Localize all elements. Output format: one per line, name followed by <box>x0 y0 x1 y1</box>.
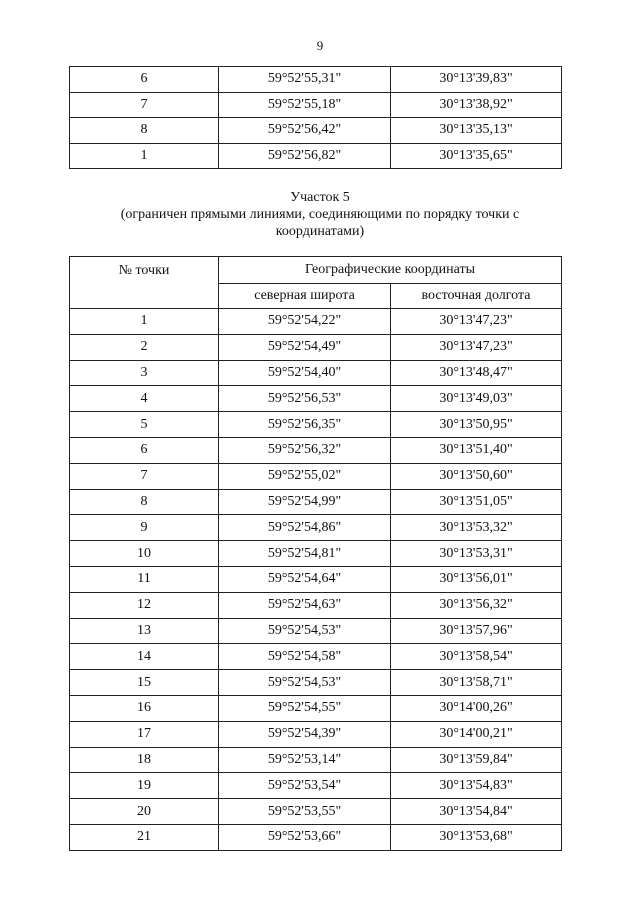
latitude-cell: 59°52'54,55" <box>219 695 391 721</box>
longitude-cell: 30°13'35,65" <box>391 143 562 169</box>
point-number-cell: 20 <box>70 799 219 825</box>
latitude-cell: 59°52'55,31" <box>219 67 391 93</box>
table-row <box>70 489 562 515</box>
longitude-cell: 30°13'59,84" <box>391 747 562 773</box>
table-row <box>70 618 562 644</box>
point-number-cell: 17 <box>70 721 219 747</box>
point-number-cell: 14 <box>70 644 219 670</box>
longitude-cell: 30°13'54,83" <box>391 773 562 799</box>
table-row <box>70 566 562 592</box>
top-table-body <box>70 67 562 169</box>
latitude-cell: 59°52'54,40" <box>219 360 391 386</box>
table-row <box>70 334 562 360</box>
table-row <box>70 92 562 118</box>
longitude-cell: 30°13'51,40" <box>391 437 562 463</box>
longitude-cell: 30°13'56,01" <box>391 566 562 592</box>
table-row <box>70 695 562 721</box>
longitude-cell: 30°13'58,54" <box>391 644 562 670</box>
point-number-cell: 16 <box>70 695 219 721</box>
longitude-cell: 30°13'38,92" <box>391 92 562 118</box>
longitude-cell: 30°13'47,23" <box>391 309 562 335</box>
latitude-cell: 59°52'56,32" <box>219 437 391 463</box>
table-row <box>70 437 562 463</box>
longitude-cell: 30°13'35,13" <box>391 118 562 144</box>
table-row <box>70 360 562 386</box>
point-number-cell: 1 <box>70 309 219 335</box>
point-number-cell: 6 <box>70 437 219 463</box>
point-number-cell: 2 <box>70 334 219 360</box>
table-row <box>70 412 562 438</box>
page-number: 9 <box>316 38 324 53</box>
table-row <box>70 592 562 618</box>
longitude-cell: 30°13'53,32" <box>391 515 562 541</box>
longitude-cell: 30°13'56,32" <box>391 592 562 618</box>
point-number-cell: 18 <box>70 747 219 773</box>
table-row <box>70 386 562 412</box>
longitude-cell: 30°13'47,23" <box>391 334 562 360</box>
latitude-cell: 59°52'54,39" <box>219 721 391 747</box>
longitude-cell: 30°13'48,47" <box>391 360 562 386</box>
longitude-cell: 30°14'00,21" <box>391 721 562 747</box>
latitude-cell: 59°52'56,53" <box>219 386 391 412</box>
point-number-cell: 6 <box>70 67 219 93</box>
latitude-cell: 59°52'54,49" <box>219 334 391 360</box>
point-number-cell: 11 <box>70 566 219 592</box>
longitude-cell: 30°13'39,83" <box>391 67 562 93</box>
table-row <box>70 309 562 335</box>
point-number-cell: 19 <box>70 773 219 799</box>
section-title: Участок 5 <box>290 190 350 205</box>
table-row <box>70 773 562 799</box>
header-point-number: № точки <box>70 257 219 309</box>
latitude-cell: 59°52'54,63" <box>219 592 391 618</box>
longitude-cell: 30°13'49,03" <box>391 386 562 412</box>
latitude-cell: 59°52'54,58" <box>219 644 391 670</box>
point-number-cell: 12 <box>70 592 219 618</box>
point-number-cell: 8 <box>70 489 219 515</box>
main-table-body <box>70 309 562 851</box>
latitude-cell: 59°52'54,99" <box>219 489 391 515</box>
latitude-cell: 59°52'54,22" <box>219 309 391 335</box>
point-number-cell: 7 <box>70 92 219 118</box>
table-row <box>70 670 562 696</box>
point-number-cell: 10 <box>70 541 219 567</box>
table-row <box>70 143 562 169</box>
point-number-cell: 5 <box>70 412 219 438</box>
latitude-cell: 59°52'56,42" <box>219 118 391 144</box>
latitude-cell: 59°52'54,64" <box>219 566 391 592</box>
latitude-cell: 59°52'56,35" <box>219 412 391 438</box>
latitude-cell: 59°52'53,14" <box>219 747 391 773</box>
longitude-cell: 30°14'00,26" <box>391 695 562 721</box>
section-subtitle-line1: (ограничен прямыми линиями, соединяющими по порядку точки с <box>120 207 520 222</box>
point-number-cell: 13 <box>70 618 219 644</box>
latitude-cell: 59°52'54,53" <box>219 670 391 696</box>
longitude-cell: 30°13'51,05" <box>391 489 562 515</box>
latitude-cell: 59°52'55,02" <box>219 463 391 489</box>
latitude-cell: 59°52'54,86" <box>219 515 391 541</box>
latitude-cell: 59°52'53,66" <box>219 824 391 850</box>
point-number-cell: 3 <box>70 360 219 386</box>
longitude-cell: 30°13'50,95" <box>391 412 562 438</box>
table-row <box>70 721 562 747</box>
table-row <box>70 515 562 541</box>
latitude-cell: 59°52'53,54" <box>219 773 391 799</box>
coordinates-table-continued <box>69 66 562 169</box>
longitude-cell: 30°13'54,84" <box>391 799 562 825</box>
point-number-cell: 21 <box>70 824 219 850</box>
point-number-cell: 8 <box>70 118 219 144</box>
header-latitude: северная широта <box>219 284 391 309</box>
longitude-cell: 30°13'50,60" <box>391 463 562 489</box>
header-geo-coordinates: Географические координаты <box>219 257 562 284</box>
table-row <box>70 463 562 489</box>
longitude-cell: 30°13'58,71" <box>391 670 562 696</box>
section-subtitle <box>0 206 640 240</box>
point-number-cell: 15 <box>70 670 219 696</box>
point-number-cell: 4 <box>70 386 219 412</box>
table-row <box>70 747 562 773</box>
section-subtitle-line2: координатами) <box>275 224 365 239</box>
latitude-cell: 59°52'53,55" <box>219 799 391 825</box>
point-number-cell: 7 <box>70 463 219 489</box>
latitude-cell: 59°52'56,82" <box>219 143 391 169</box>
table-row <box>70 644 562 670</box>
latitude-cell: 59°52'54,53" <box>219 618 391 644</box>
table-row <box>70 67 562 93</box>
longitude-cell: 30°13'53,31" <box>391 541 562 567</box>
longitude-cell: 30°13'57,96" <box>391 618 562 644</box>
header-longitude: восточная долгота <box>391 284 562 309</box>
longitude-cell: 30°13'53,68" <box>391 824 562 850</box>
latitude-cell: 59°52'54,81" <box>219 541 391 567</box>
point-number-cell: 9 <box>70 515 219 541</box>
coordinates-table <box>69 256 562 851</box>
table-row <box>70 824 562 850</box>
table-row <box>70 799 562 825</box>
latitude-cell: 59°52'55,18" <box>219 92 391 118</box>
table-row <box>70 541 562 567</box>
table-row <box>70 118 562 144</box>
point-number-cell: 1 <box>70 143 219 169</box>
